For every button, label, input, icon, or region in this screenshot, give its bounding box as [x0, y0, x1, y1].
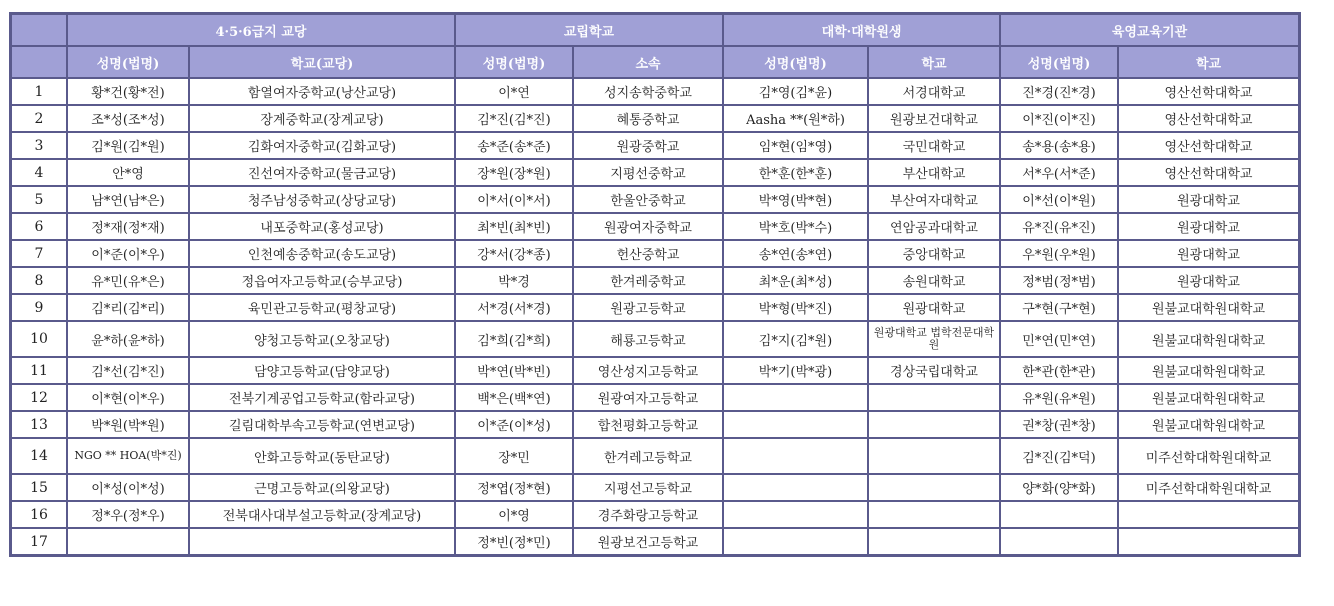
- name-university-cell: [724, 502, 867, 527]
- school-temple-cell: 길림대학부속고등학교(연변교당): [190, 412, 454, 437]
- group-header-local-temples: 4·5·6급지 교당: [68, 15, 454, 45]
- affiliation-cell: 원광고등학교: [574, 295, 722, 320]
- school-temple-cell: 정읍여자고등학교(승부교당): [190, 268, 454, 293]
- name-institution-cell: 민*연(민*연): [1001, 322, 1117, 356]
- row-number-cell: 8: [12, 268, 66, 293]
- name-university-cell: 최*운(최*성): [724, 268, 867, 293]
- university-cell: [869, 439, 999, 473]
- affiliation-cell: 헌산중학교: [574, 241, 722, 266]
- name-institution-cell: 양*화(양*화): [1001, 475, 1117, 500]
- row-number-cell: 14: [12, 439, 66, 473]
- row-number-cell: 16: [12, 502, 66, 527]
- name-university-cell: 한*훈(한*훈): [724, 160, 867, 185]
- row-number-cell: 9: [12, 295, 66, 320]
- institution-cell: 원불교대학원대학교: [1119, 385, 1298, 410]
- subheader-name: 성명(법명): [724, 47, 867, 77]
- institution-cell: 영산선학대학교: [1119, 106, 1298, 131]
- name-local-cell: 남*연(남*은): [68, 187, 188, 212]
- school-temple-cell: 육민관고등학교(평창교당): [190, 295, 454, 320]
- name-church-cell: 이*영: [456, 502, 572, 527]
- school-temple-cell: 함열여자중학교(낭산교당): [190, 79, 454, 104]
- row-number-cell: 1: [12, 79, 66, 104]
- name-local-cell: 정*우(정*우): [68, 502, 188, 527]
- name-church-cell: 서*경(서*경): [456, 295, 572, 320]
- table-row: [12, 187, 1298, 212]
- institution-cell: 영산선학대학교: [1119, 160, 1298, 185]
- name-church-cell: 장*원(장*원): [456, 160, 572, 185]
- table-row: [12, 79, 1298, 104]
- table-body: [12, 79, 1298, 554]
- name-church-cell: 최*빈(최*빈): [456, 214, 572, 239]
- table-row: [12, 412, 1298, 437]
- table-row: [12, 133, 1298, 158]
- row-number-cell: 5: [12, 187, 66, 212]
- name-university-cell: 박*호(박*수): [724, 214, 867, 239]
- name-institution-cell: [1001, 529, 1117, 554]
- name-local-cell: [68, 529, 188, 554]
- table-row: [12, 502, 1298, 527]
- institution-cell: 원불교대학원대학교: [1119, 412, 1298, 437]
- corner-cell-2: [12, 47, 66, 77]
- affiliation-cell: 한울안중학교: [574, 187, 722, 212]
- affiliation-cell: 한겨레고등학교: [574, 439, 722, 473]
- school-temple-cell: 김화여자중학교(김화교당): [190, 133, 454, 158]
- institution-cell: 미주선학대학원대학교: [1119, 475, 1298, 500]
- corner-cell: [12, 15, 66, 45]
- subheader-school: 학교: [1119, 47, 1298, 77]
- school-temple-cell: 내포중학교(홍성교당): [190, 214, 454, 239]
- university-cell: 중앙대학교: [869, 241, 999, 266]
- row-number-cell: 17: [12, 529, 66, 554]
- institution-cell: 원불교대학원대학교: [1119, 322, 1298, 356]
- school-temple-cell: 진선여자중학교(물금교당): [190, 160, 454, 185]
- name-university-cell: [724, 439, 867, 473]
- row-number-cell: 2: [12, 106, 66, 131]
- table-row: [12, 295, 1298, 320]
- affiliation-cell: 해룡고등학교: [574, 322, 722, 356]
- row-number-cell: 12: [12, 385, 66, 410]
- institution-cell: 원불교대학원대학교: [1119, 295, 1298, 320]
- row-number-cell: 4: [12, 160, 66, 185]
- school-temple-cell: 근명고등학교(의왕교당): [190, 475, 454, 500]
- affiliation-cell: 원광여자고등학교: [574, 385, 722, 410]
- university-cell: 경상국립대학교: [869, 358, 999, 383]
- row-number-cell: 3: [12, 133, 66, 158]
- institution-cell: [1119, 529, 1298, 554]
- name-institution-cell: 정*범(정*범): [1001, 268, 1117, 293]
- school-temple-cell: 청주남성중학교(상당교당): [190, 187, 454, 212]
- university-cell: 서경대학교: [869, 79, 999, 104]
- name-institution-cell: 이*선(이*원): [1001, 187, 1117, 212]
- name-local-cell: 이*준(이*우): [68, 241, 188, 266]
- university-cell: 연암공과대학교: [869, 214, 999, 239]
- name-university-cell: [724, 385, 867, 410]
- name-university-cell: [724, 529, 867, 554]
- name-local-cell: 김*리(김*리): [68, 295, 188, 320]
- affiliation-cell: 경주화랑고등학교: [574, 502, 722, 527]
- school-temple-cell: 장계중학교(장계교당): [190, 106, 454, 131]
- school-temple-cell: 인천예송중학교(송도교당): [190, 241, 454, 266]
- row-number-cell: 7: [12, 241, 66, 266]
- name-local-cell: 이*성(이*성): [68, 475, 188, 500]
- name-university-cell: Aasha **(원*하): [724, 106, 867, 131]
- institution-cell: 영산선학대학교: [1119, 133, 1298, 158]
- name-university-cell: 박*기(박*광): [724, 358, 867, 383]
- row-number-cell: 15: [12, 475, 66, 500]
- affiliation-cell: 성지송학중학교: [574, 79, 722, 104]
- name-university-cell: 박*형(박*진): [724, 295, 867, 320]
- school-temple-cell: [190, 529, 454, 554]
- name-institution-cell: 구*현(구*현): [1001, 295, 1117, 320]
- name-institution-cell: 진*경(진*경): [1001, 79, 1117, 104]
- school-temple-cell: 전북기계공업고등학교(함라교당): [190, 385, 454, 410]
- name-institution-cell: 김*진(김*덕): [1001, 439, 1117, 473]
- name-church-cell: 정*빈(정*민): [456, 529, 572, 554]
- name-university-cell: [724, 412, 867, 437]
- table-row: [12, 385, 1298, 410]
- school-temple-cell: 담양고등학교(담양교당): [190, 358, 454, 383]
- row-number-cell: 13: [12, 412, 66, 437]
- name-institution-cell: 한*관(한*관): [1001, 358, 1117, 383]
- group-header-university-students: 대학·대학원생: [724, 15, 999, 45]
- name-local-cell: 유*민(유*은): [68, 268, 188, 293]
- name-church-cell: 박*경: [456, 268, 572, 293]
- subheader-name: 성명(법명): [1001, 47, 1117, 77]
- affiliation-cell: 원광여자중학교: [574, 214, 722, 239]
- institution-cell: 미주선학대학원대학교: [1119, 439, 1298, 473]
- name-church-cell: 이*준(이*성): [456, 412, 572, 437]
- university-cell: [869, 529, 999, 554]
- name-university-cell: 김*지(김*원): [724, 322, 867, 356]
- table-row: [12, 160, 1298, 185]
- university-cell: 국민대학교: [869, 133, 999, 158]
- institution-cell: [1119, 502, 1298, 527]
- name-church-cell: 송*준(송*준): [456, 133, 572, 158]
- name-church-cell: 김*진(김*진): [456, 106, 572, 131]
- name-institution-cell: 우*원(우*원): [1001, 241, 1117, 266]
- school-temple-cell: 안화고등학교(동탄교당): [190, 439, 454, 473]
- table-row: [12, 268, 1298, 293]
- table-row: [12, 214, 1298, 239]
- subheader-name: 성명(법명): [456, 47, 572, 77]
- table-row: [12, 106, 1298, 131]
- university-cell: 원광대학교: [869, 295, 999, 320]
- affiliation-cell: 지평선고등학교: [574, 475, 722, 500]
- scholarship-table: [9, 12, 1301, 557]
- university-cell: 원광보건대학교: [869, 106, 999, 131]
- name-university-cell: [724, 475, 867, 500]
- affiliation-cell: 한겨레중학교: [574, 268, 722, 293]
- name-church-cell: 장*민: [456, 439, 572, 473]
- row-number-cell: 10: [12, 322, 66, 356]
- university-cell: [869, 475, 999, 500]
- name-local-cell: 박*원(박*원): [68, 412, 188, 437]
- institution-cell: 원광대학교: [1119, 268, 1298, 293]
- table-row: [12, 241, 1298, 266]
- sub-header-row: [12, 47, 1298, 77]
- university-cell: 원광대학교 법학전문대학원: [869, 322, 999, 356]
- school-temple-cell: 전북대사대부설고등학교(장계교당): [190, 502, 454, 527]
- institution-cell: 원광대학교: [1119, 187, 1298, 212]
- name-local-cell: 윤*하(윤*하): [68, 322, 188, 356]
- name-university-cell: 김*영(김*윤): [724, 79, 867, 104]
- affiliation-cell: 지평선중학교: [574, 160, 722, 185]
- row-number-cell: 11: [12, 358, 66, 383]
- name-church-cell: 정*엽(정*현): [456, 475, 572, 500]
- university-cell: 부산대학교: [869, 160, 999, 185]
- name-local-cell: NGO ** HOA(박*진): [68, 439, 188, 473]
- university-cell: [869, 412, 999, 437]
- scholarship-table-wrapper: [9, 12, 1301, 557]
- name-local-cell: 정*재(정*재): [68, 214, 188, 239]
- row-number-cell: 6: [12, 214, 66, 239]
- group-header-church-schools: 교립학교: [456, 15, 722, 45]
- institution-cell: 원광대학교: [1119, 241, 1298, 266]
- name-local-cell: 황*건(황*전): [68, 79, 188, 104]
- university-cell: [869, 502, 999, 527]
- name-university-cell: 송*연(송*연): [724, 241, 867, 266]
- institution-cell: 원불교대학원대학교: [1119, 358, 1298, 383]
- name-institution-cell: 서*우(서*준): [1001, 160, 1117, 185]
- name-local-cell: 이*현(이*우): [68, 385, 188, 410]
- name-church-cell: 김*희(김*희): [456, 322, 572, 356]
- table-row: [12, 439, 1298, 473]
- institution-cell: 원광대학교: [1119, 214, 1298, 239]
- table-row: [12, 358, 1298, 383]
- subheader-school: 학교: [869, 47, 999, 77]
- table-row: [12, 475, 1298, 500]
- name-institution-cell: 유*원(유*원): [1001, 385, 1117, 410]
- university-cell: [869, 385, 999, 410]
- affiliation-cell: 혜통중학교: [574, 106, 722, 131]
- group-header-row: [12, 15, 1298, 45]
- name-institution-cell: [1001, 502, 1117, 527]
- subheader-school-temple: 학교(교당): [190, 47, 454, 77]
- name-church-cell: 이*연: [456, 79, 572, 104]
- affiliation-cell: 영산성지고등학교: [574, 358, 722, 383]
- name-church-cell: 이*서(이*서): [456, 187, 572, 212]
- school-temple-cell: 양청고등학교(오창교당): [190, 322, 454, 356]
- affiliation-cell: 원광중학교: [574, 133, 722, 158]
- name-institution-cell: 이*진(이*진): [1001, 106, 1117, 131]
- subheader-name: 성명(법명): [68, 47, 188, 77]
- university-cell: 송원대학교: [869, 268, 999, 293]
- name-local-cell: 김*선(김*진): [68, 358, 188, 383]
- table-row: [12, 529, 1298, 554]
- name-church-cell: 백*은(백*연): [456, 385, 572, 410]
- group-header-education-institutions: 육영교육기관: [1001, 15, 1298, 45]
- affiliation-cell: 원광보건고등학교: [574, 529, 722, 554]
- name-institution-cell: 권*창(권*창): [1001, 412, 1117, 437]
- name-church-cell: 박*연(박*빈): [456, 358, 572, 383]
- name-institution-cell: 송*용(송*용): [1001, 133, 1117, 158]
- university-cell: 부산여자대학교: [869, 187, 999, 212]
- subheader-affiliation: 소속: [574, 47, 722, 77]
- name-local-cell: 조*성(조*성): [68, 106, 188, 131]
- affiliation-cell: 합천평화고등학교: [574, 412, 722, 437]
- name-church-cell: 강*서(강*종): [456, 241, 572, 266]
- name-institution-cell: 유*진(유*진): [1001, 214, 1117, 239]
- institution-cell: 영산선학대학교: [1119, 79, 1298, 104]
- name-local-cell: 안*영: [68, 160, 188, 185]
- name-university-cell: 임*현(임*영): [724, 133, 867, 158]
- name-university-cell: 박*영(박*현): [724, 187, 867, 212]
- name-local-cell: 김*원(김*원): [68, 133, 188, 158]
- table-row: [12, 322, 1298, 356]
